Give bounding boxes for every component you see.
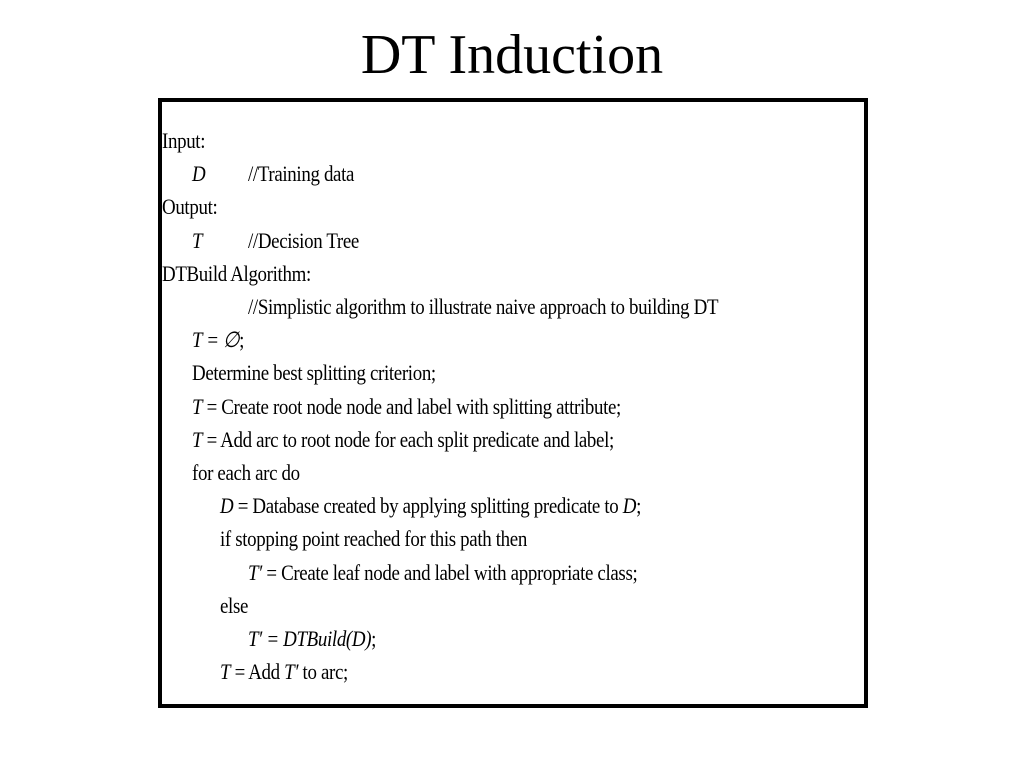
init-math: T = ∅: [192, 327, 240, 352]
root-var: T: [192, 394, 203, 419]
leaf-var: T′: [248, 560, 262, 585]
add-mid: = Add: [230, 659, 285, 684]
add-var-2: T′: [284, 659, 299, 684]
else-line: else: [220, 593, 249, 618]
root-text: = Create root node node and label with splitting attribute;: [202, 394, 621, 419]
input-line: [192, 159, 205, 189]
input-label: Input:: [162, 128, 206, 153]
input-comment: //Training data: [248, 161, 355, 186]
add-tail: to arc;: [298, 659, 348, 684]
db-tail: ;: [636, 493, 642, 518]
arc-text: = Add arc to root node for each split predicate and label;: [202, 427, 614, 452]
for-each-line: for each arc do: [192, 460, 300, 485]
database-line: [220, 491, 641, 521]
add-var: T: [220, 659, 231, 684]
db-var: D: [220, 493, 234, 518]
output-comment: //Decision Tree: [248, 228, 359, 253]
leaf-node-line: [248, 558, 637, 588]
recursive-tail: ;: [371, 626, 377, 651]
if-stopping-line: if stopping point reached for this path then: [220, 526, 527, 551]
algorithm-box: [158, 98, 868, 708]
init-line: [192, 325, 244, 355]
add-arc-line: [192, 425, 614, 455]
algorithm-label: DTBuild Algorithm:: [162, 261, 311, 286]
input-var: D: [192, 161, 206, 186]
recursive-call-line: [248, 624, 376, 654]
output-var: T: [192, 228, 203, 253]
best-criterion-line: Determine best splitting criterion;: [192, 360, 436, 385]
slide-title: DT Induction: [360, 24, 664, 86]
output-label: Output:: [162, 194, 218, 219]
add-subtree-line: [220, 657, 348, 687]
arc-var: T: [192, 427, 203, 452]
output-line: [192, 226, 202, 256]
root-node-line: [192, 392, 621, 422]
recursive-math: T′ = DTBuild(D): [248, 626, 372, 651]
leaf-text: = Create leaf node and label with appropriate class;: [261, 560, 638, 585]
init-tail: ;: [239, 327, 245, 352]
db-text: = Database created by applying splitting predicate to: [233, 493, 623, 518]
algorithm-comment: //Simplistic algorithm to illustrate naive approach to building DT: [248, 294, 719, 319]
db-var-2: D: [622, 493, 637, 518]
